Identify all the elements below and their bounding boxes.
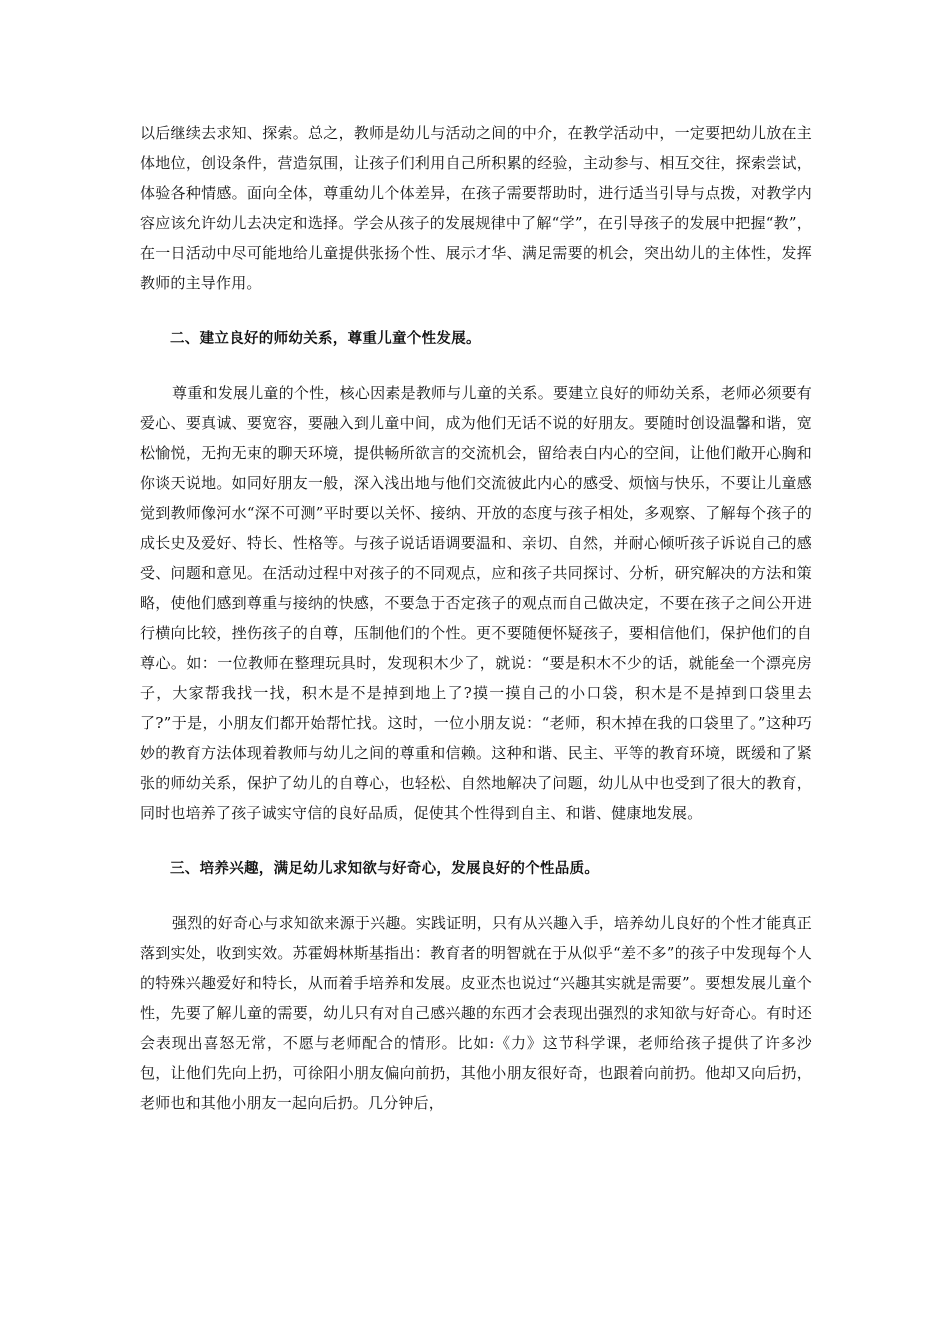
paragraph-intro: 以后继续去求知、探索。总之，教师是幼儿与活动之间的中介，在教学活动中，一定要把幼儿放在主体地位，创设条件，营造氛围，让孩子们利用自己所积累的经验，主动参与、相互交往，探索尝试，体验各种情感。面向全体，尊重幼儿个体差异，在孩子需要帮助时，进行适当引导与点拨，对教学内容应该允许幼儿去决定和选择。学会从孩子的发展规律中了解“学”，在引导孩子的发展中把握“教”，在一日活动中尽可能地给儿童提供张扬个性、展示才华、满足需要的机会，突出幼儿的主体性，发挥教师的主导作用。 xyxy=(140,124,812,292)
section-heading-3: 三、培养兴趣，满足幼儿求知欲与好奇心，发展良好的个性品质。 xyxy=(170,860,600,877)
document-page xyxy=(140,118,812,1118)
spacer xyxy=(140,884,812,908)
spacer xyxy=(140,298,812,324)
paragraph-section-3: 强烈的好奇心与求知欲来源于兴趣。实践证明，只有从兴趣入手，培养幼儿良好的个性才能真正落到实处，收到实效。苏霍姆林斯基指出：教育者的明智就在于从似乎“差不多”的孩子中发现每个人的特殊兴趣爱好和特长，从而着手培养和发展。皮亚杰也说过“兴趣其实就是需要”。要想发展儿童个性，先要了解儿童的需要，幼儿只有对自己感兴趣的东西才会表现出强烈的求知欲与好奇心。有时还会表现出喜怒无常，不愿与老师配合的情形。比如:《力》这节科学课，老师给孩子提供了许多沙包，让他们先向上扔，可徐阳小朋友偏向前扔，其他小朋友很好奇，也跟着向前扔。他却又向后扔，老师也和其他小朋友一起向后扔。几分钟后， xyxy=(140,914,812,1112)
paragraph-section-2: 尊重和发展儿童的个性，核心因素是教师与儿童的关系。要建立良好的师幼关系，老师必须要有爱心、要真诚、要宽容，要融入到儿童中间，成为他们无话不说的好朋友。要随时创设温馨和谐，宽松愉悦，无拘无束的聊天环境，提供畅所欲言的交流机会，留给表白内心的空间，让他们敞开心胸和你谈天说地。如同好朋友一般，深入浅出地与他们交流彼此内心的感受、烦恼与快乐，不要让儿童感觉到教师像河水“深不可测”平时要以关怀、接纳、开放的态度与孩子相处，多观察、了解每个孩子的成长史及爱好、特长、性格等。与孩子说话语调要温和、亲切、自然，并耐心倾听孩子诉说自己的感受、问题和意见。在活动过程中对孩子的不同观点，应和孩子共同探讨、分析，研究解决的方法和策略，使他们感到尊重与接纳的快感，不要急于否定孩子的观点而自己做决定，不要在孩子之间公开进行横向比较，挫伤孩子的自尊，压制他们的个性。更不要随便怀疑孩子，要相信他们，保护他们的自尊心。如：一位教师在整理玩具时，发现积木少了，就说：“要是积木不少的话，就能垒一个漂亮房子，大家帮我找一找，积木是不是掉到地上了?摸一摸自己的小口袋，积木是不是掉到口袋里去了?”于是，小朋友们都开始帮忙找。这时，一位小朋友说：“老师，积木掉在我的口袋里了。”这种巧妙的教育方法体现着教师与幼儿之间的尊重和信赖。这种和谐、民主、平等的教育环境，既缓和了紧张的师幼关系，保护了幼儿的自尊心，也轻松、自然地解决了问题，幼儿从中也受到了很大的教育，同时也培养了孩子诚实守信的良好品质，促使其个性得到自主、和谐、健康地发展。 xyxy=(140,384,812,822)
spacer xyxy=(140,354,812,378)
section-heading-2: 二、建立良好的师幼关系，尊重儿童个性发展。 xyxy=(170,330,481,347)
spacer xyxy=(140,828,812,854)
